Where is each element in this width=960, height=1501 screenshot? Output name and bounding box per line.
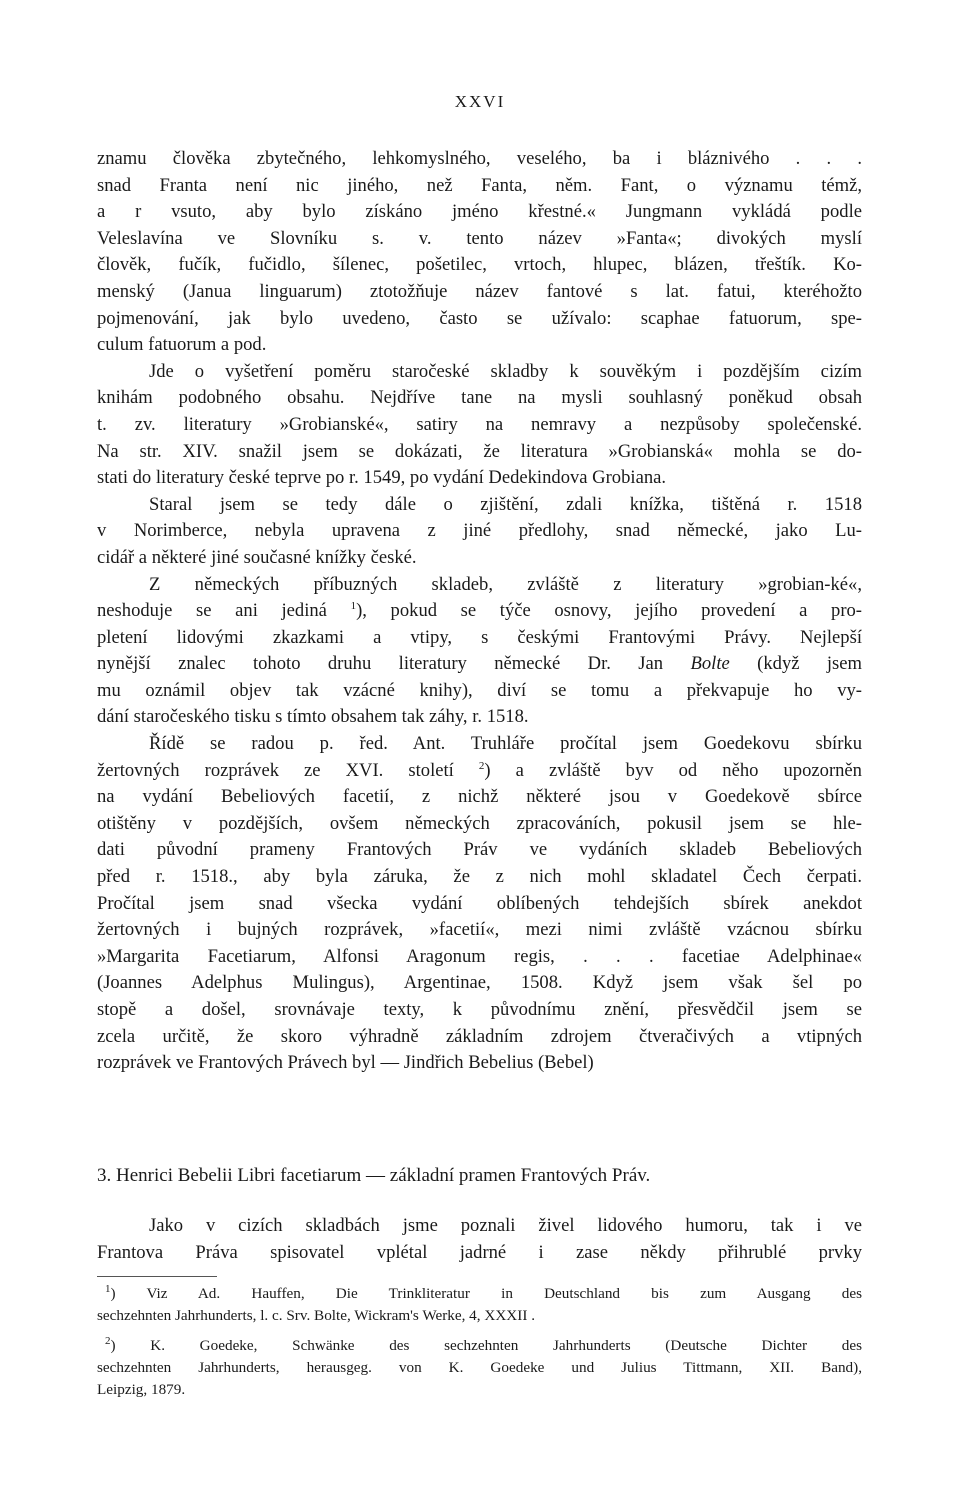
text-line — [97, 758, 862, 785]
text-line: Jako v cizích skladbách jsme poznali živel lidového humoru, tak i ve — [149, 1215, 862, 1236]
text-line: dati původní prameny Frantových Práv ve vydáních skladeb Bebeliových — [97, 839, 862, 861]
text-line: otištěny v pozdějších, ovšem německých zpracováních, pokusil jsem se hle- — [97, 812, 862, 834]
text-line: Řídě se radou p. řed. Ant. Truhláře pročítal jsem Goedekovu sbírku — [149, 733, 862, 755]
text-line: Staral jsem se tedy dále o zjištění, zdali knížka, tištěná r. 1518 — [149, 493, 862, 515]
text-line: »Margarita Facetiarum, Alfonsi Aragonum regis, . . . facetiae Adelphinae« — [97, 945, 862, 967]
text-line: pletení lidovými zkazkami a vtipy, s českými Frantovými Právy. Nejlepší — [97, 626, 862, 648]
text-line: mu oznámil objev tak vzácné knihy), diví se tomu a překvapuje ho vy- — [97, 679, 862, 701]
text-fragment: nynější znalec tohoto druhu literatury německé Dr. Jan — [97, 653, 664, 675]
text-line: culum fatuorum a pod. — [97, 334, 267, 356]
text-line — [97, 598, 862, 625]
text-line: na vydání Bebeliových facetií, z nichž některé jsou v Goedekově sbírce — [97, 786, 862, 808]
text-line: žertovných i bujných rozprávek, »facetií«, mezi nimi zvláště vzácnou sbírku — [97, 919, 862, 941]
text-line — [97, 651, 862, 678]
text-line: a r vsuto, aby bylo získáno jméno křestné.« Jungmann vykládá podle — [97, 201, 862, 223]
text-line: člověk, fučík, fučidlo, šílenec, pošetilec, vrtoch, hlupec, blázen, třeštík. Ko- — [97, 254, 862, 276]
footnote-mark: 2 — [105, 1334, 111, 1347]
section-heading: 3. Henrici Bebelii Libri facetiarum — základní pramen Frantových Práv. — [97, 1165, 651, 1186]
text-line: Pročítal jsem snad všecka vydání oblíbených tehdejších sbírek anekdot — [97, 892, 862, 914]
text-line: znamu člověka zbytečného, lehkomyslného, veselého, ba i bláznivého . . . — [97, 148, 862, 169]
text-fragment: ) a zvláště byv od něho upozorněn — [484, 759, 862, 781]
text-fragment: ) Viz Ad. Hauffen, Die Trinkliteratur in Deutschland bis zum Ausgang des — [110, 1285, 862, 1302]
section-text — [97, 1213, 862, 1266]
text-line: t. zv. literatury »Grobianské«, satiry na nemravy a nezpůsoby společenské. — [97, 413, 862, 435]
footnote-line: sechzehnten Jahrhunderts, herausgeg. von K. Goedeke und Julius Tittmann, XII. Band), — [97, 1359, 862, 1376]
footnote-mark: 1 — [350, 599, 357, 612]
page-number: XXVI — [454, 92, 506, 111]
footnote-2 — [97, 1335, 862, 1357]
text-line: v Norimberce, nebyla upravena z jiné předlohy, snad německé, jako Lu- — [97, 520, 862, 542]
text-line: rozprávek ve Frantových Právech byl — Jindřich Bebelius (Bebel) — [97, 1052, 594, 1074]
text-fragment: ) K. Goedeke, Schwänke des sechzehnten Jahrhunderts (Deutsche Dichter des — [110, 1337, 862, 1354]
text-fragment: žertovných rozprávek ze XVI. století — [97, 759, 454, 781]
footnote-mark: 2 — [478, 759, 485, 772]
text-fragment: (když jsem — [757, 653, 863, 675]
text-line: (Joannes Adelphus Mulingus), Argentinae, 1508. Když jsem však šel po — [97, 972, 862, 994]
text-line: dání staročeského tisku s tímto obsahem tak záhy, r. 1518. — [97, 706, 529, 728]
text-line: Frantova Práva spisovatel vplétal jadrné i zase někdy přihrublé prvky — [97, 1241, 862, 1263]
footnote-mark: 1 — [105, 1282, 111, 1295]
text-line: stati do literatury české teprve po r. 1549, po vydání Dedekindova Grobiana. — [97, 467, 667, 489]
main-text — [97, 146, 862, 1077]
text-line: cidář a některé jiné současné knížky české. — [97, 546, 417, 568]
text-line: pojmenování, jak bylo uvedeno, často se užívalo: scaphae fatuorum, spe- — [97, 307, 862, 329]
text-fragment: ), pokud se týče osnovy, jejího provedení a pro- — [356, 600, 862, 622]
text-line: zcela určitě, že skoro výhradně základním zdrojem čtveračivých a vtipných — [97, 1025, 862, 1047]
text-line: před r. 1518., aby byla záruka, že z nich mohl skladatel Čech čerpati. — [97, 866, 862, 888]
text-line: snad Franta není nic jiného, než Fanta, něm. Fant, o významu témž, — [97, 174, 862, 196]
text-line: knihám podobného obsahu. Nejdříve tane na mysli souhlasný poněkud obsah — [97, 387, 862, 409]
text-fragment: neshoduje se ani jediná — [97, 600, 327, 622]
text-line: Jde o vyšetření poměru staročeské skladby k souvěkým i pozdějším cizím — [149, 360, 862, 382]
footnote-line: Leipzig, 1879. — [97, 1381, 186, 1398]
footnote-1 — [97, 1283, 862, 1305]
footnote-line: sechzehnten Jahrhunderts, l. c. Srv. Bolte, Wickram's Werke, 4, XXXII . — [97, 1307, 535, 1324]
text-line: menský (Janua linguarum) ztotožňuje název fantové s lat. fatui, kteréhožto — [97, 280, 862, 302]
text-line: stopě a došel, srovnávaje texty, k původnímu znění, přesvědčil jsem se — [97, 999, 862, 1020]
text-line: Na str. XIV. snažil jsem se dokázati, že literatura »Grobianská« mohla se do- — [97, 440, 862, 462]
footnote-divider — [97, 1276, 217, 1277]
text-line: Z německých příbuzných skladeb, zvláště z literatury »grobian-ké«, — [149, 573, 862, 595]
author-name: Bolte — [690, 653, 730, 675]
text-line: Veleslavína ve Slovníku s. v. tento název »Fanta«; divokých myslí — [97, 227, 862, 249]
footnotes — [97, 1283, 862, 1401]
